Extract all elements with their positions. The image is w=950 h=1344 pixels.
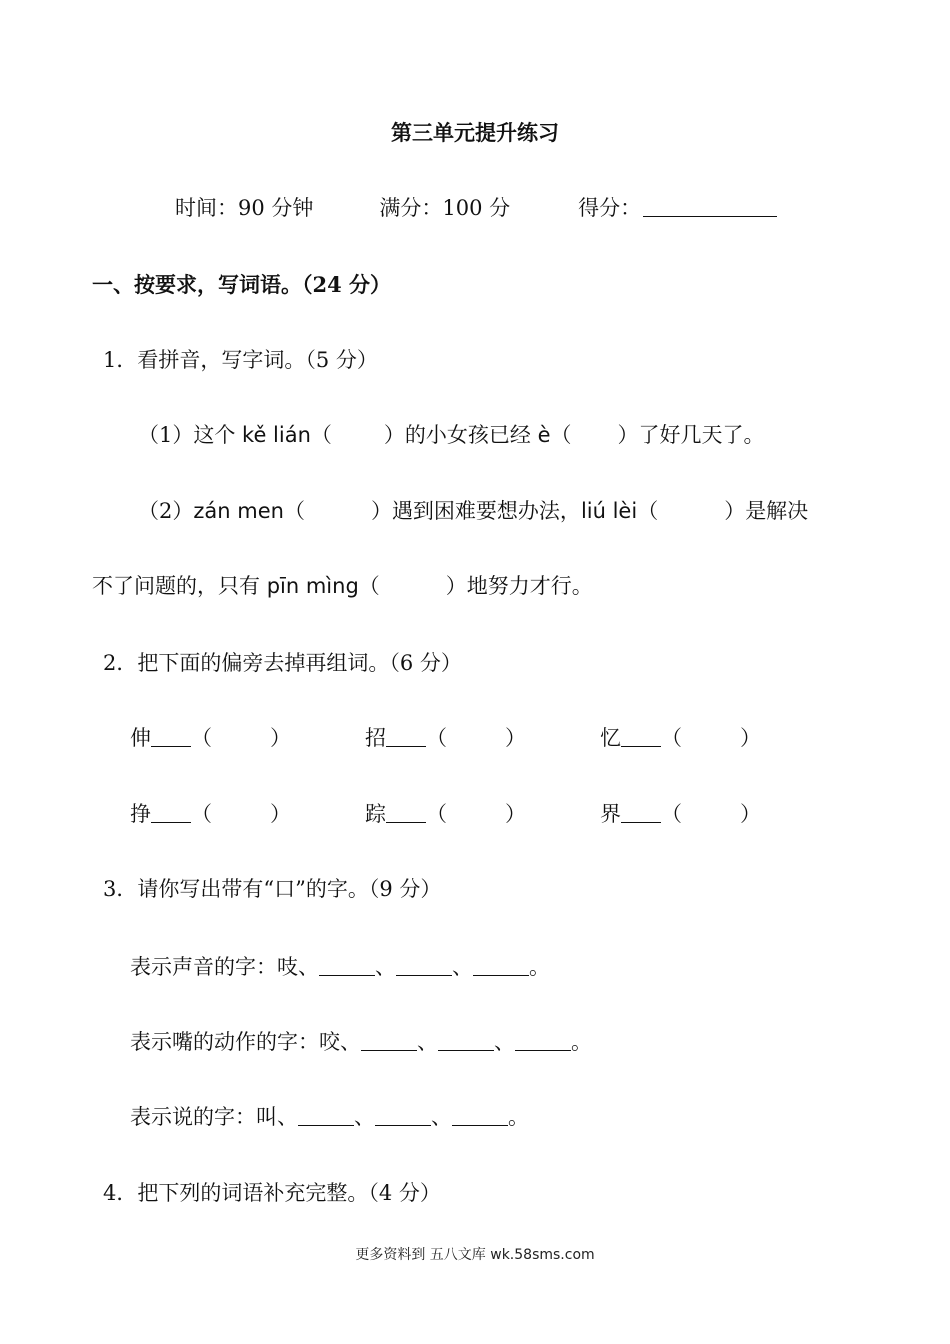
q3-row-sound: 表示声音的字：吱、 、 、 。: [130, 955, 550, 979]
answer-blank[interactable]: [621, 726, 661, 747]
question-4-heading: 4．把下列的词语补充完整。（4 分）: [103, 1181, 441, 1205]
answer-blank[interactable]: [396, 955, 452, 976]
q1-line-2: （2）zán men（ ）遇到困难要想办法，liú lèi（ ）是解决: [138, 499, 809, 523]
radical-item: 伸 （ ）: [130, 726, 291, 750]
radical-item: 忆 （ ）: [600, 726, 761, 750]
answer-blank[interactable]: [319, 955, 375, 976]
q1-line-1: （1）这个 kě lián（ ）的小女孩已经 è（ ）了好几天了。: [138, 423, 765, 447]
answer-blank[interactable]: [361, 1030, 417, 1051]
radical-item: 挣 （ ）: [130, 802, 291, 826]
answer-blank[interactable]: [298, 1105, 354, 1126]
answer-blank[interactable]: [375, 1105, 431, 1126]
page-title: 第三单元提升练习: [391, 120, 559, 145]
answer-blank[interactable]: [621, 802, 661, 823]
question-3-heading: 3．请你写出带有“口”的字。（9 分）: [103, 877, 442, 901]
answer-blank[interactable]: [473, 955, 529, 976]
question-1-heading: 1．看拼音，写字词。（5 分）: [103, 348, 378, 372]
pinyin: pīn mìng: [266, 574, 359, 598]
full-score-label: 满分：100 分: [379, 196, 511, 220]
exam-meta: [175, 193, 777, 223]
answer-blank[interactable]: [515, 1030, 571, 1051]
answer-blank[interactable]: [452, 1105, 508, 1126]
answer-blank[interactable]: [386, 726, 426, 747]
pinyin: kě lián: [242, 423, 311, 447]
radical-item: 踪 （ ）: [365, 802, 526, 826]
radical-item: 招 （ ）: [365, 726, 526, 750]
pinyin: liú lèi: [580, 499, 638, 523]
footer-source: 更多资料到 五八文库 wk.58sms.com: [355, 1247, 595, 1263]
radical-item: 界 （ ）: [600, 802, 761, 826]
answer-blank[interactable]: [438, 1030, 494, 1051]
pinyin: è: [537, 423, 551, 447]
q3-row-mouth: 表示嘴的动作的字：咬、 、 、 。: [130, 1030, 592, 1054]
score-label: 得分：: [578, 196, 642, 220]
score-blank[interactable]: [643, 196, 777, 217]
pinyin: zán men: [193, 499, 284, 523]
answer-blank[interactable]: [151, 726, 191, 747]
q3-row-speak: 表示说的字：叫、 、 、 。: [130, 1105, 529, 1129]
time-label: 时间：90 分钟: [175, 196, 314, 220]
q1-line-3: 不了问题的，只有 pīn mìng（ ）地努力才行。: [92, 574, 593, 598]
section-heading: 一、按要求，写词语。（24 分）: [92, 272, 392, 297]
answer-blank[interactable]: [386, 802, 426, 823]
question-2-heading: 2．把下面的偏旁去掉再组词。（6 分）: [103, 651, 462, 675]
answer-blank[interactable]: [151, 802, 191, 823]
